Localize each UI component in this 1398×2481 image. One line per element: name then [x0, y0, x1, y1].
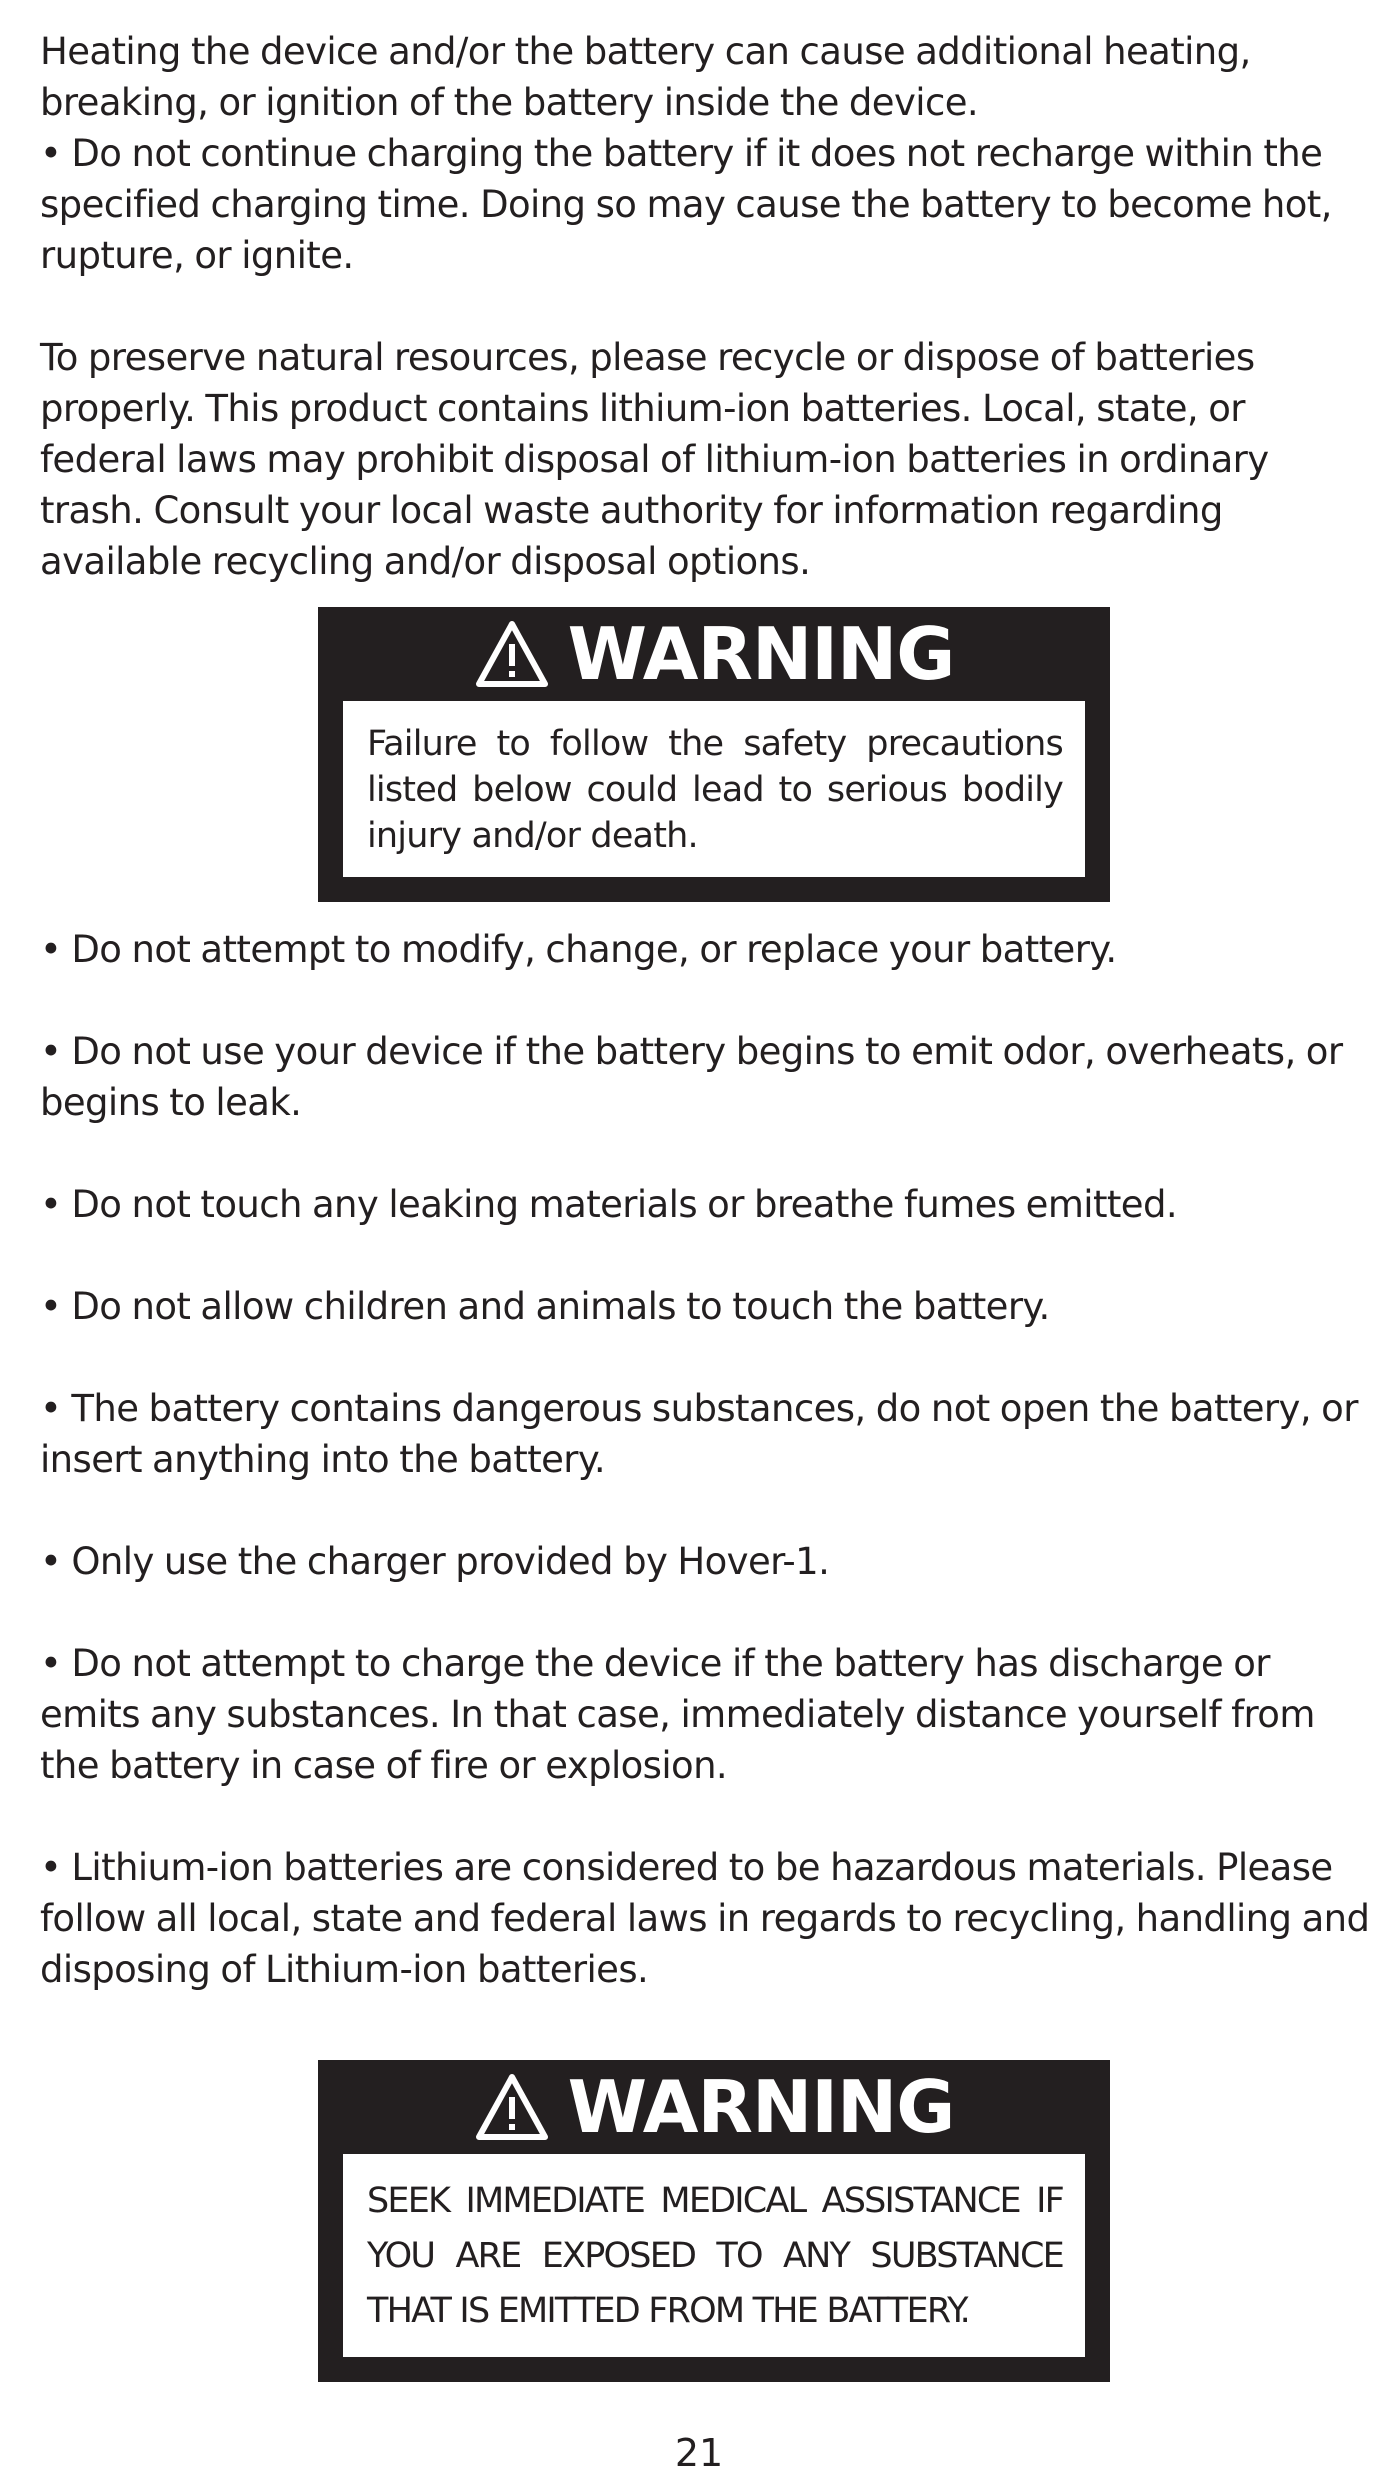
warning-triangle-icon — [474, 618, 550, 690]
warning-triangle-icon — [474, 2071, 550, 2143]
paragraph-heating: Heating the device and/or the battery can cause additional heating, breaking, or ignition of the battery inside the device. — [40, 30, 1251, 124]
bullet-hazardous: • Lithium-ion batteries are considered to be hazardous materials. Please follow all local, state and federal laws in regards to recycling, handling and disposing of Lithium-ion batteries. — [40, 1846, 1370, 1991]
warning-box-precautions — [318, 607, 1110, 902]
warning-title: WARNING — [567, 2065, 955, 2149]
warning-text: SEEK IMMEDIATE MEDICAL ASSISTANCE IF YOU ARE EXPOSED TO ANY SUBSTANCE THAT IS EMITTED FROM THE BATTERY. — [367, 2181, 1063, 2331]
paragraph-recycling: To preserve natural resources, please recycle or dispose of batteries properly. This product contains lithium-ion batteries. Local, state, or federal laws may prohibit disposal of lithium-ion batteries in ordinary trash. Consult your local waste authority for information regarding available recycling and/or disposal options. — [40, 336, 1269, 583]
warning-body — [343, 701, 1085, 877]
page-number: 21 — [674, 2431, 724, 2475]
bullet-modify: • Do not attempt to modify, change, or replace your battery. — [40, 928, 1117, 971]
bullet-leaking: • Do not touch any leaking materials or breathe fumes emitted. — [40, 1183, 1177, 1226]
manual-page — [40, 26, 1370, 2382]
warning-header — [343, 2060, 1085, 2154]
bullet-children: • Do not allow children and animals to touch the battery. — [40, 1285, 1050, 1328]
bullet-dangerous: • The battery contains dangerous substances, do not open the battery, or insert anything into the battery. — [40, 1387, 1358, 1481]
warning-title: WARNING — [567, 612, 955, 696]
warning-header — [343, 607, 1085, 701]
warning-body — [343, 2154, 1085, 2357]
warning-text: Failure to follow the safety precautions listed below could lead to serious bodily injury and/or death. — [367, 724, 1063, 856]
bullet-odor: • Do not use your device if the battery begins to emit odor, overheats, or begins to leak. — [40, 1030, 1343, 1124]
bullet-charging-time: • Do not continue charging the battery if it does not recharge within the specified charging time. Doing so may cause the battery to become hot, rupture, or ignite. — [40, 132, 1332, 277]
bullet-charger: • Only use the charger provided by Hover-1. — [40, 1540, 830, 1583]
warning-box-medical — [318, 2060, 1110, 2382]
bullet-discharge: • Do not attempt to charge the device if the battery has discharge or emits any substances. In that case, immediately distance yourself from the battery in case of fire or explosion. — [40, 1642, 1315, 1787]
